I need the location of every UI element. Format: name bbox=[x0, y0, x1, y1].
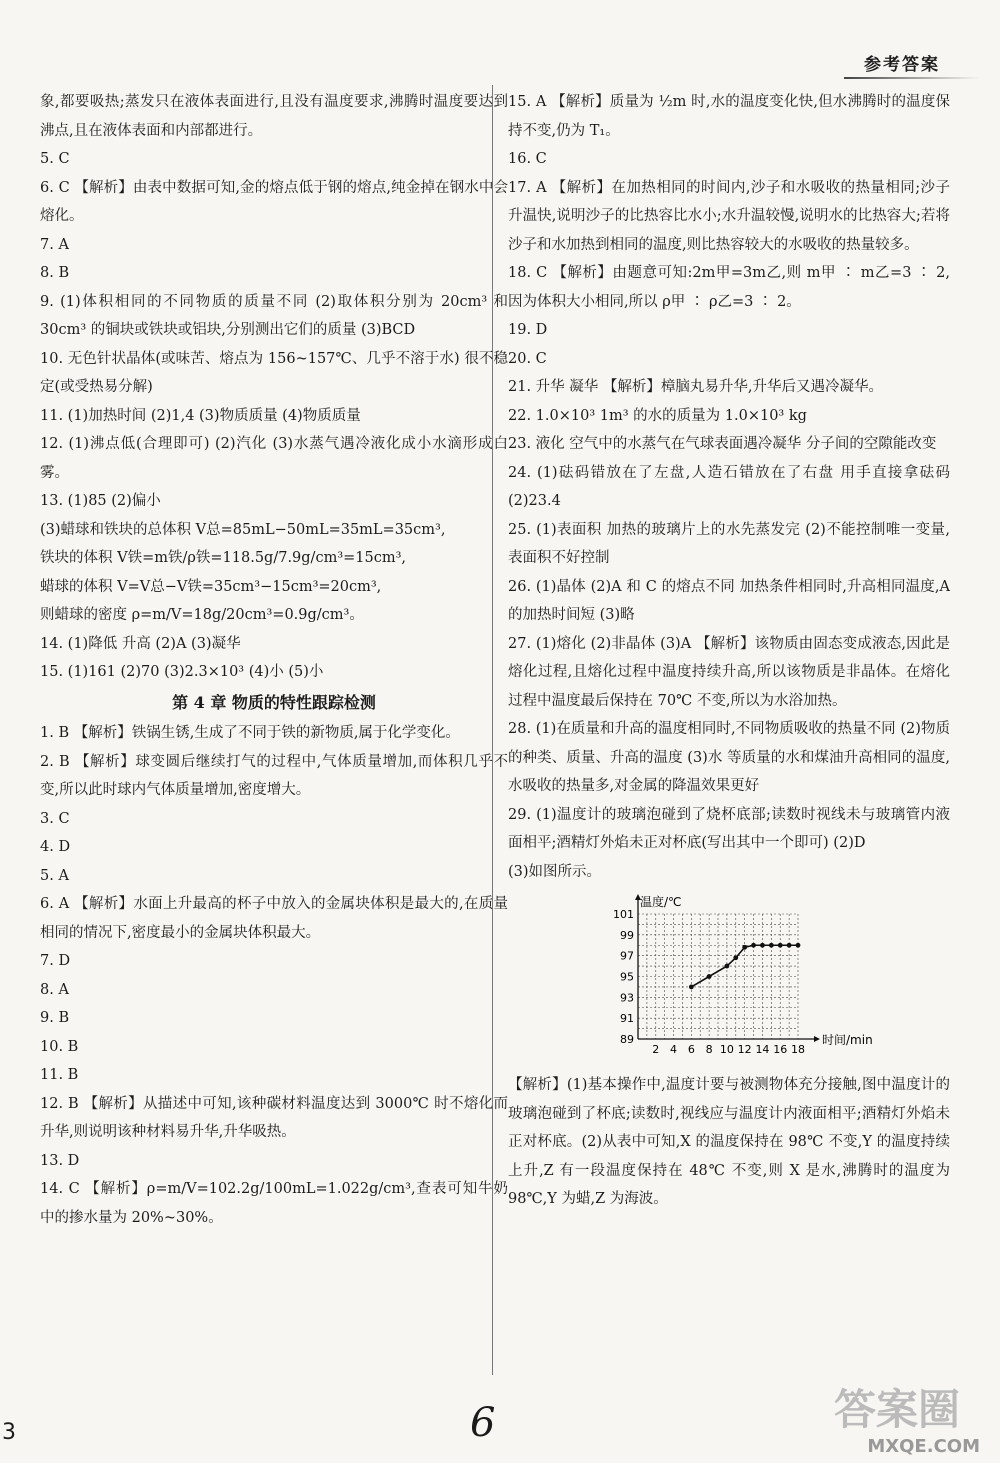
page-number-left: 3 bbox=[2, 1420, 16, 1445]
answer-line: 11. B bbox=[40, 1067, 79, 1083]
page-header: 参考答案 bbox=[864, 50, 940, 75]
answer-line: 29. (1)温度计的玻璃泡碰到了烧杯底部;读数时视线未与玻璃管内液面相平;酒精灯外焰未正对杯底(写出其中一个即可) (2)D bbox=[508, 806, 950, 851]
answer-line: 19. D bbox=[508, 322, 548, 338]
x-tick-label: 6 bbox=[687, 1043, 695, 1056]
answer-line: 23. 液化 空气中的水蒸气在气球表面遇冷凝华 分子间的空隙能改变 bbox=[508, 436, 937, 452]
data-point bbox=[760, 943, 765, 948]
answer-line: 12. B 【解析】从描述中可知,该种碳材料温度达到 3000℃ 时不熔化而升华,则说明该种材料易升华,升华吸热。 bbox=[40, 1095, 508, 1140]
y-tick-label: 89 bbox=[620, 1033, 634, 1046]
handwritten-number: 6 bbox=[470, 1400, 496, 1446]
x-tick-label: 12 bbox=[737, 1043, 752, 1056]
x-axis-arrow bbox=[814, 1036, 820, 1042]
answer-line: 1. B 【解析】铁锅生锈,生成了不同于铁的新物质,属于化学变化。 bbox=[40, 725, 460, 741]
left-column bbox=[40, 88, 508, 1232]
answer-line: 9. (1)体积相同的不同物质的质量不同 (2)取体积分别为 20cm³ 和 30cm³ 的铜块或铁块或铝块,分别测出它们的质量 (3)BCD bbox=[40, 293, 508, 338]
answer-line: 15. (1)161 (2)70 (3)2.3×10³ (4)小 (5)小 bbox=[40, 664, 324, 680]
y-tick-label: 95 bbox=[620, 970, 634, 984]
answer-line: (3)如图所示。 bbox=[508, 863, 602, 880]
right-answers bbox=[508, 88, 950, 886]
data-point bbox=[778, 943, 783, 948]
answer-line: 5. A bbox=[40, 867, 69, 884]
x-tick-label: 14 bbox=[755, 1043, 770, 1056]
data-point bbox=[724, 964, 729, 969]
answer-line: 象,都要吸热;蒸发只在液体表面进行,且没有温度要求,沸腾时温度要达到沸点,且在液体表面和内部都进行。 bbox=[40, 94, 508, 139]
answer-line: 铁块的体积 V铁=m铁/ρ铁=118.5g/7.9g/cm³=15cm³, bbox=[40, 550, 407, 566]
data-point bbox=[796, 943, 801, 948]
y-tick-label: 93 bbox=[620, 991, 634, 1005]
left-answers-ch4 bbox=[40, 719, 508, 1232]
answer-line: 18. C 【解析】由题意可知:2m甲=3m乙,则 m甲 ∶ m乙=3 ∶ 2,因为体积大小相同,所以 ρ甲 ∶ ρ乙=3 ∶ 2。 bbox=[508, 265, 950, 310]
data-point bbox=[733, 955, 738, 960]
answer-line: 13. D bbox=[40, 1152, 80, 1169]
y-tick-label: 101 bbox=[613, 908, 634, 921]
answer-line: 2. B 【解析】球变圆后继续打气的过程中,气体质量增加,而体积几乎不变,所以此时球内气体质量增加,密度增大。 bbox=[40, 753, 508, 798]
right-column bbox=[508, 88, 950, 1214]
answer-line: 14. C 【解析】ρ=m/V=102.2g/100mL=1.022g/cm³,查表可知牛奶中的掺水量为 20%~30%。 bbox=[40, 1181, 508, 1226]
answer-line: 则蜡球的密度 ρ=m/V=18g/20cm³=0.9g/cm³。 bbox=[40, 607, 364, 623]
answer-line: 6. A 【解析】水面上升最高的杯子中放入的金属块体积是最大的,在质量相同的情况下,密度最小的金属块体积最大。 bbox=[40, 896, 508, 941]
x-tick-label: 2 bbox=[652, 1043, 660, 1056]
answer-line: 8. A bbox=[40, 981, 69, 998]
answer-line: 15. A 【解析】质量为 ½m 时,水的温度变化快,但水沸腾时的温度保持不变,仍为 T₁。 bbox=[508, 94, 950, 139]
data-point bbox=[742, 945, 747, 950]
data-point bbox=[751, 943, 756, 948]
answer-line: 5. C bbox=[40, 151, 70, 167]
answer-line: 24. (1)砝码错放在了左盘,人造石错放在了右盘 用手直接拿砝码 (2)23.4 bbox=[508, 464, 950, 509]
y-tick-label: 97 bbox=[620, 949, 634, 963]
answer-line: 21. 升华 凝华 【解析】樟脑丸易升华,升华后又遇冷凝华。 bbox=[508, 379, 883, 395]
x-tick-label: 8 bbox=[705, 1043, 713, 1056]
answer-line: 【解析】(1)基本操作中,温度计要与被测物体充分接触,图中温度计的玻璃泡碰到了杯底;读数时,视线应与温度计内液面相平;酒精灯外焰未正对杯底。(2)从表中可知,X 的温度保持在 98℃ 不变,Y 的温度持续上升,Z 有一段温度保持在 48℃ 不变,则 X 是水,沸腾时的温度为 98℃,Y 为蜡,Z 为海波。 bbox=[508, 1077, 950, 1207]
data-point bbox=[769, 943, 774, 948]
y-tick-label: 91 bbox=[620, 1012, 634, 1026]
answer-line: 16. C bbox=[508, 151, 547, 167]
answer-line: 蜡球的体积 V=V总−V铁=35cm³−15cm³=20cm³, bbox=[40, 578, 382, 595]
answer-line: 22. 1.0×10³ 1m³ 的水的质量为 1.0×10³ kg bbox=[508, 407, 807, 424]
answer-line: 20. C bbox=[508, 350, 547, 367]
temperature-chart bbox=[608, 892, 938, 1067]
watermark-logo: 答案圈 bbox=[833, 1385, 960, 1434]
answer-line: 6. C 【解析】由表中数据可知,金的熔点低于钢的熔点,纯金掉在钢水中会熔化。 bbox=[40, 179, 508, 224]
y-tick-label: 99 bbox=[620, 928, 634, 942]
answer-line: 9. B bbox=[40, 1010, 70, 1026]
data-point bbox=[787, 943, 792, 948]
answer-line: 13. (1)85 (2)偏小 bbox=[40, 493, 161, 509]
answer-line: 7. A bbox=[40, 236, 69, 253]
answer-line: 26. (1)晶体 (2)A 和 C 的熔点不同 加热条件相同时,升高相同温度,A 的加热时间短 (3)略 bbox=[508, 578, 950, 623]
answer-line: 7. D bbox=[40, 953, 71, 969]
answer-line: 8. B bbox=[40, 265, 70, 281]
chapter-title: 第 4 章 物质的特性跟踪检测 bbox=[172, 692, 376, 712]
answer-line: 28. (1)在质量和升高的温度相同时,不同物质吸收的热量不同 (2)物质的种类、质量、升高的温度 (3)水 等质量的水和煤油升高相同的温度,水吸收的热量多,对金属的降温效果更好 bbox=[508, 721, 950, 794]
x-tick-label: 4 bbox=[670, 1043, 678, 1056]
answer-line: (3)蜡球和铁块的总体积 V总=85mL−50mL=35mL=35cm³, bbox=[40, 521, 446, 538]
answer-line: 27. (1)熔化 (2)非晶体 (3)A 【解析】该物质由固态变成液态,因此是熔化过程,且熔化过程中温度持续升高,所以该物质是非晶体。在熔化过程中温度最后保持在 70℃ 不变,所以为水浴加热。 bbox=[508, 635, 950, 709]
answer-line: 12. (1)沸点低(合理即可) (2)汽化 (3)水蒸气遇冷液化成小水滴形成白雾。 bbox=[40, 436, 508, 481]
x-tick-label: 16 bbox=[773, 1043, 788, 1056]
answer-line: 25. (1)表面积 加热的玻璃片上的水先蒸发完 (2)不能控制唯一变量,表面积不好控制 bbox=[508, 521, 950, 566]
answer-line: 3. C bbox=[40, 810, 70, 827]
data-point bbox=[707, 974, 712, 979]
answer-line: 17. A 【解析】在加热相同的时间内,沙子和水吸收的热量相同;沙子升温快,说明沙子的比热容比水小;水升温较慢,说明水的比热容大;若将沙子和水加热到相同的温度,则比热容较大的水吸收的热量较多。 bbox=[508, 179, 950, 253]
right-analysis bbox=[508, 1071, 950, 1214]
y-axis-label: 温度/℃ bbox=[640, 895, 682, 909]
left-answers bbox=[40, 88, 508, 687]
answer-line: 10. B bbox=[40, 1038, 79, 1055]
x-tick-label: 10 bbox=[719, 1043, 734, 1056]
answer-line: 10. 无色针状晶体(或味苦、熔点为 156~157℃、几乎不溶于水) 很不稳定(或受热易分解) bbox=[40, 350, 508, 395]
x-axis-label: 时间/min bbox=[822, 1033, 873, 1047]
answer-line: 14. (1)降低 升高 (2)A (3)凝华 bbox=[40, 635, 241, 652]
chart-svg bbox=[608, 892, 938, 1067]
watermark-url: MXQE.COM bbox=[867, 1436, 980, 1457]
x-tick-label: 18 bbox=[791, 1043, 805, 1056]
answer-line: 4. D bbox=[40, 839, 71, 855]
answer-line: 11. (1)加热时间 (2)1,4 (3)物质质量 (4)物质质量 bbox=[40, 407, 361, 424]
data-point bbox=[689, 985, 694, 990]
